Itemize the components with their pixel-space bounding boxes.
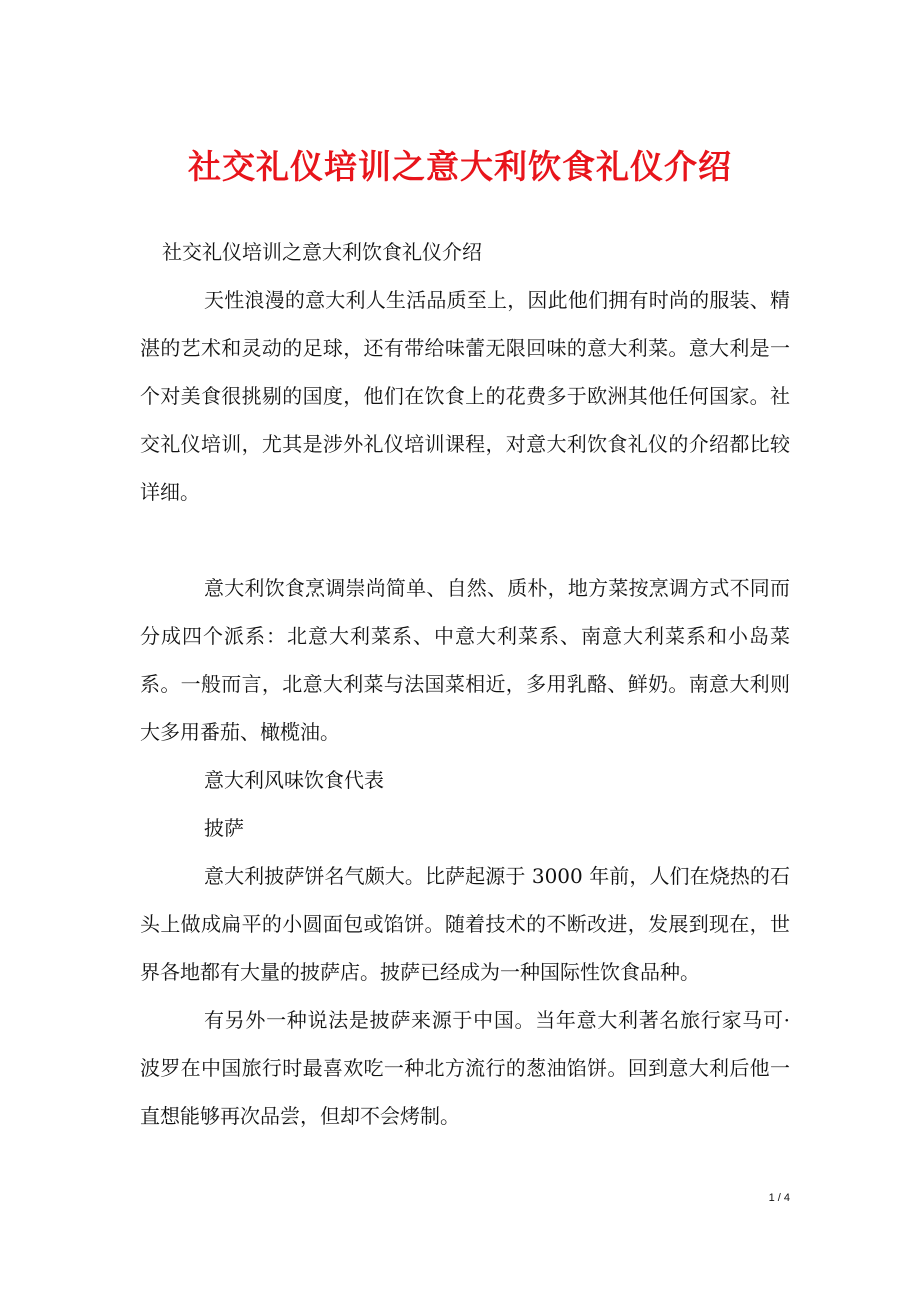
section-heading: 意大利风味饮食代表	[204, 768, 384, 792]
pizza-origin-paragraph: 有另外一种说法是披萨来源于中国。当年意大利著名旅行家马可·波罗在中国旅行时最喜欢吃一种北方流行的葱油馅饼。回到意大利后他一直想能够再次品尝，但却不会烤制。	[140, 1008, 790, 1128]
subtitle-paragraph: 社交礼仪培训之意大利饮食礼仪介绍	[162, 240, 482, 264]
page-number: 1 / 4	[768, 1192, 790, 1204]
pizza-heading: 披萨	[204, 816, 244, 840]
cuisine-paragraph: 意大利饮食烹调崇尚简单、自然、质朴，地方菜按烹调方式不同而分成四个派系：北意大利菜系、中意大利菜系、南意大利菜系和小岛菜系。一般而言，北意大利菜与法国菜相近，多用乳酪、鲜奶。南意大利则大多用番茄、橄榄油。	[140, 576, 790, 744]
paragraph-spacer	[140, 516, 790, 564]
document-body	[140, 228, 790, 1140]
intro-paragraph: 天性浪漫的意大利人生活品质至上，因此他们拥有时尚的服装、精湛的艺术和灵动的足球，还有带给味蕾无限回味的意大利菜。意大利是一个对美食很挑剔的国度，他们在饮食上的花费多于欧洲其他任何国家。社交礼仪培训，尤其是涉外礼仪培训课程，对意大利饮食礼仪的介绍都比较详细。	[140, 288, 790, 504]
document-title: 社交礼仪培训之意大利饮食礼仪介绍	[188, 147, 732, 186]
pizza-paragraph: 意大利披萨饼名气颇大。比萨起源于 3000 年前，人们在烧热的石头上做成扁平的小圆面包或馅饼。随着技术的不断改进，发展到现在，世界各地都有大量的披萨店。披萨已经成为一种国际性饮食品种。	[140, 864, 790, 984]
